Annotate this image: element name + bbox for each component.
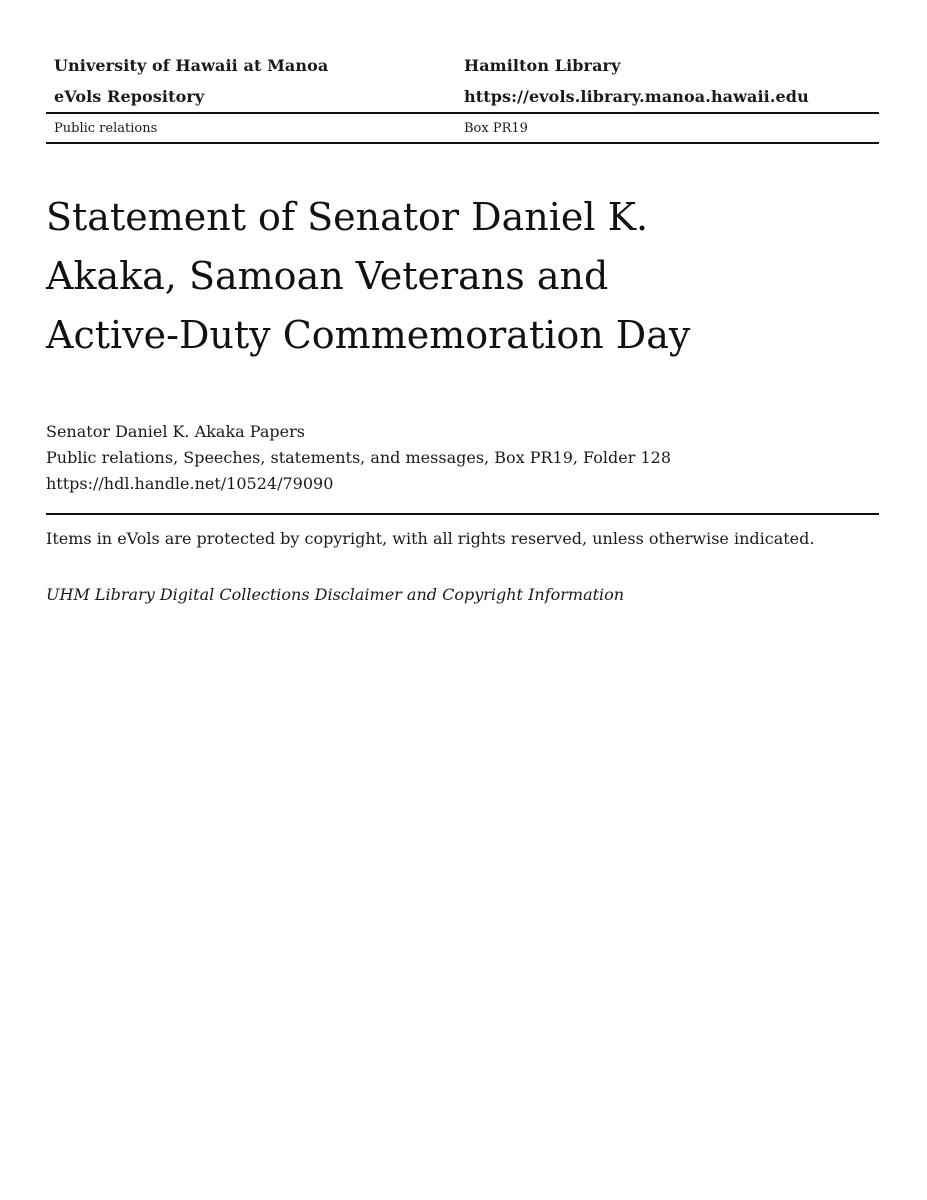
header-table — [46, 50, 879, 144]
title-line-1: Statement of Senator Daniel K. — [46, 195, 649, 239]
repository-url-link[interactable]: https://evols.library.manoa.hawaii.edu — [464, 87, 809, 106]
repository-name: eVols Repository — [54, 87, 205, 106]
box-label: Box PR19 — [464, 120, 528, 136]
title-line-3: Active-Duty Commemoration Day — [46, 313, 691, 357]
library-name: Hamilton Library — [464, 56, 621, 75]
cover-page — [46, 0, 879, 1200]
handle-link[interactable]: https://hdl.handle.net/10524/79090 — [46, 474, 334, 493]
header-divider-bottom — [46, 142, 879, 144]
series-label: Public relations — [54, 120, 158, 136]
metadata-divider — [46, 513, 879, 515]
disclaimer-link[interactable]: UHM Library Digital Collections Disclaimer and Copyright Information — [46, 585, 625, 604]
rights-statement: Items in eVols are protected by copyright, with all rights reserved, unless otherwise indicated. — [46, 529, 815, 548]
folder-location: Public relations, Speeches, statements, and messages, Box PR19, Folder 128 — [46, 448, 671, 467]
institution-name: University of Hawaii at Manoa — [54, 56, 329, 75]
title-line-2: Akaka, Samoan Veterans and — [46, 254, 609, 298]
header-row-2 — [46, 81, 879, 112]
header-row-3 — [46, 114, 879, 142]
collection-name: Senator Daniel K. Akaka Papers — [46, 422, 305, 441]
document-title — [46, 188, 766, 365]
header-row-1 — [46, 50, 879, 81]
document-metadata — [46, 419, 879, 497]
